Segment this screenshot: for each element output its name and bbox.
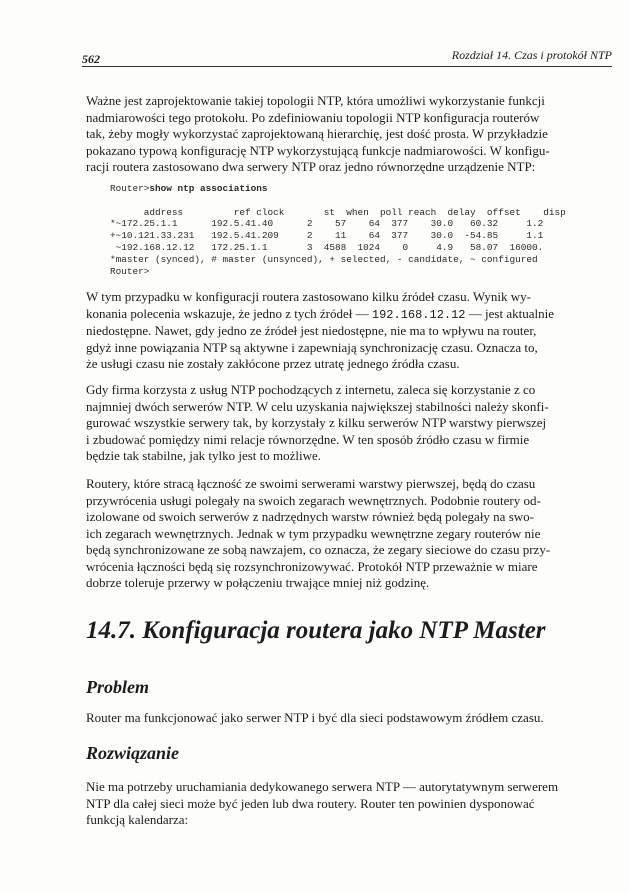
problem-text (86, 710, 606, 727)
text-run: konania polecenia wskazuje, że jedno z tych źródeł — (86, 305, 372, 321)
text-line (86, 306, 606, 324)
text-line: funkcją kalendarza: (86, 812, 189, 827)
text-line: będzie tak stabilne, jak tylko jest to możliwe. (86, 448, 322, 463)
text-line: racji routera zastosowano dwa serwery NTP oraz jedno równorzędne urządzenie NTP: (86, 159, 536, 174)
code-line: address ref clock st when poll reach delay offset disp (110, 206, 566, 218)
text-line: dobrze toleruje przerwy w połączeniu trwające mniej niż godzinę. (86, 575, 430, 590)
paragraph-3 (86, 382, 606, 465)
text-line: pokazano typową konfigurację NTP wykorzystującą funkcje nadmiarowości. W konfigu- (86, 142, 550, 158)
intro-paragraph (86, 93, 606, 176)
text-line: przywrócenia usługi polegały na swoich zegarach wewnętrznych. Podobnie routery od- (86, 492, 541, 508)
text-line: izolowane od swoich serwerów z nadrzędnych warstw również będą polegały na swo- (86, 509, 534, 524)
ip-address: 192.168.12.12 (371, 307, 466, 322)
text-line: najmniej dwóch serwerów NTP. W celu uzyskania największej stabilności należy skonfi- (86, 398, 549, 414)
text-line: NTP dla całej sieci może być jeden lub dwa routery. Router ten powinien dysponować (86, 795, 535, 811)
page-number: 562 (82, 52, 100, 66)
text-line: wrócenia łączności będą się rozsynchronizowywać. Protokół NTP przeważnie w miare (86, 558, 538, 574)
text-line: Routery, które stracą łączność ze swoimi serwerami warstwy pierwszej, będą do czasu (86, 476, 536, 491)
text-line: i zbudować pomiędzy nimi relacje równorzędne. W ten sposób źródło czasu w firmie (86, 431, 530, 447)
solution-text (86, 779, 606, 829)
code-prompt: Router> (110, 183, 150, 194)
code-line: ~192.168.12.12 172.25.1.1 3 4588 1024 0 4.9 58.07 16000. (110, 241, 544, 253)
text-line: będą synchronizowane ze sobą nawzajem, co oznacza, że zegary sieciowe do czasu przy- (86, 542, 551, 557)
text-line: W tym przypadku w konfiguracji routera zastosowano kilku źródeł czasu. Wynik wy- (86, 289, 531, 304)
code-line: Router> (110, 265, 150, 277)
text-line: gurować wszystkie serwery tak, by korzystały z kilku serwerów NTP warstwy pierwszej (86, 415, 547, 430)
text-line: niedostępne. Nawet, gdy jedno ze źródeł jest niedostępne, nie ma to wpływu na router, (86, 323, 537, 338)
solution-heading: Rozwiązanie (86, 743, 180, 763)
text-line: Router ma funkcjonować jako serwer NTP i być dla sieci podstawowym źródłem czasu. (86, 710, 544, 725)
paragraph-2 (86, 289, 606, 373)
text-run: — jest aktualnie (465, 305, 554, 321)
code-listing (110, 183, 566, 277)
text-line: nadmiarowości tego protokołu. Po zdefiniowaniu topologii NTP konfiguracja routerów (86, 109, 540, 125)
text-line: Nie ma potrzeby uruchamiania dedykowanego serwera NTP — autorytatywnym serwerem (86, 779, 559, 794)
problem-heading: Problem (86, 677, 149, 697)
text-line: ich zegarach wewnętrznych. Jednak w tym przypadku wewnętrzne zegary routerów nie (86, 525, 541, 541)
chapter-title: Rozdział 14. Czas i protokół NTP (451, 48, 612, 62)
text-line: gdyż inne powiązania NTP są aktywne i zapewniają synchronizację czasu. Oznacza to, (86, 339, 538, 355)
text-line: Ważne jest zaprojektowanie takiej topologii NTP, która umożliwi wykorzystanie funkcji (86, 93, 545, 108)
text-line: tak, żeby mogły wykorzystać zaprojektowaną hierarchię, jest dość prosta. W przykładzie (86, 126, 548, 141)
text-line: że usługi czasu nie zostały zakłócone przez utratę jednego źródła czasu. (86, 356, 460, 371)
code-line: *~172.25.1.1 192.5.41.40 2 57 64 377 30.0 60.32 1.2 (110, 218, 544, 230)
section-title: 14.7. Konfiguracja routera jako NTP Master (86, 617, 546, 644)
running-header (82, 46, 612, 67)
paragraph-4 (86, 476, 606, 592)
text-line: Gdy firma korzysta z usług NTP pochodzących z internetu, zaleca się korzystanie z co (86, 382, 536, 397)
code-command: show ntp associations (149, 183, 268, 194)
code-line: *master (synced), # master (unsynced), + selected, - candidate, ~ configured (110, 253, 538, 265)
code-line: +~10.121.33.231 192.5.41.209 2 11 64 377 30.0 -54.85 1.1 (110, 230, 544, 242)
